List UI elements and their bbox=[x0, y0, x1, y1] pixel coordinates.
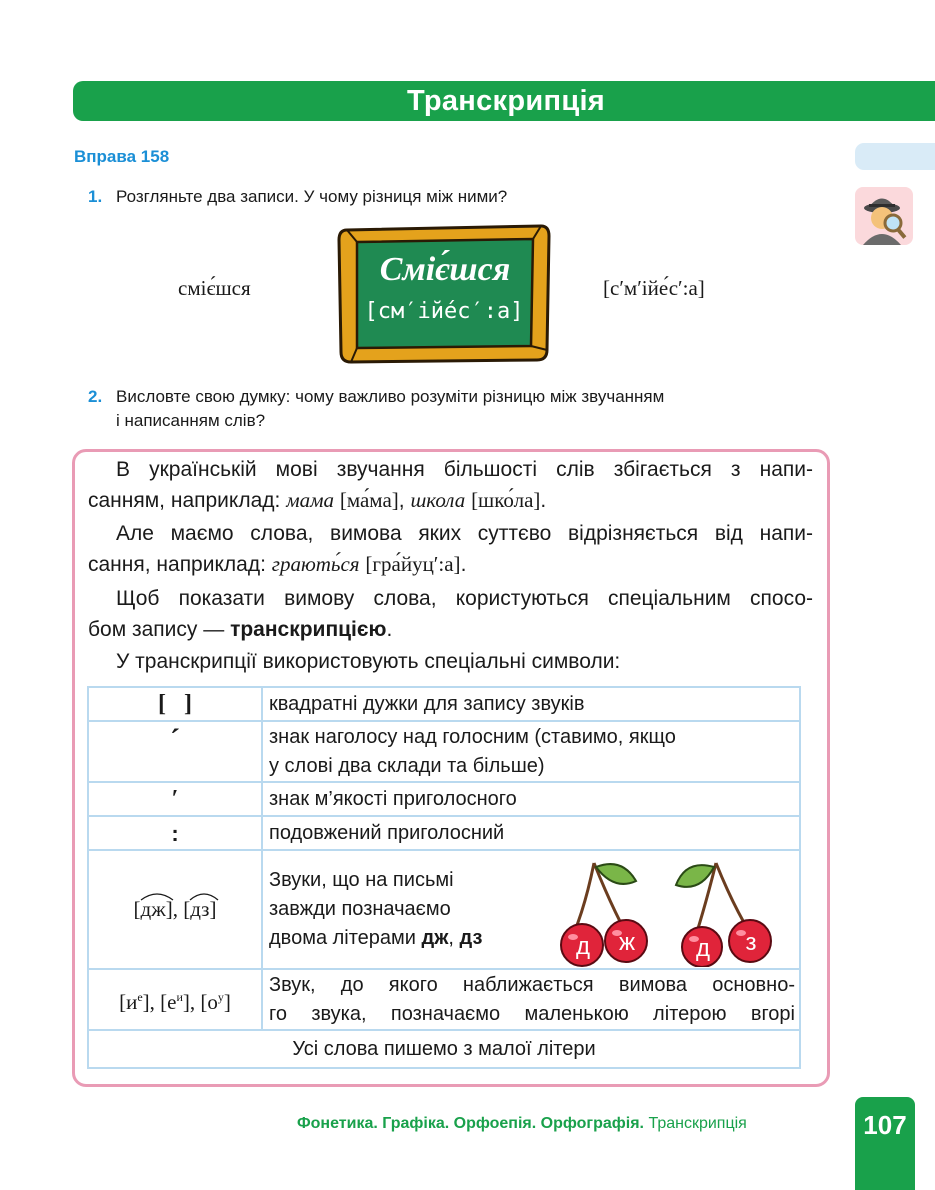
chalkboard bbox=[335, 222, 553, 366]
affricate-dz: дз bbox=[190, 897, 210, 921]
affricate-dzh: дж bbox=[140, 897, 166, 921]
symbol-cell: $[и^е]$, $[е^и]$, $[о^у]$ bbox=[88, 969, 262, 1030]
description-line: завжди позначаємо bbox=[269, 898, 451, 920]
rule-paragraph-1: В українській мові звучання більшості слів збігається з напи- санням, наприклад: мама [ма́ма], школа [шко́ла]. bbox=[88, 458, 813, 512]
exercise-label: Вправа 158 bbox=[74, 147, 170, 166]
rule-text: санням, наприклад: bbox=[88, 489, 287, 512]
table-row bbox=[88, 1030, 800, 1068]
symbol-cell: [ дж], [ дз] bbox=[88, 850, 262, 969]
symbol-cell: [ ] bbox=[88, 687, 262, 721]
rule-paragraph-2: Але маємо слова, вимова яких суттєво відрізняється від напи- сання, наприклад: грають́ся [гра́йуц′:а]. bbox=[88, 522, 813, 576]
example-word: грають́ся bbox=[271, 552, 360, 576]
example-transcription: [ма́ма] bbox=[339, 488, 399, 512]
title-bar bbox=[73, 81, 935, 121]
cherries-illustration bbox=[556, 853, 784, 967]
table-row bbox=[88, 782, 800, 816]
table-footer-note: Усі слова пишемо з малої літери bbox=[88, 1030, 800, 1068]
page-title: Транскрипція bbox=[406, 85, 606, 117]
rule-text: В українській мові звучання більшості слів збігається з напи- bbox=[116, 458, 813, 481]
symbol-cell: ′ bbox=[88, 782, 262, 816]
rule-text: У транскрипції використовують спеціальні символи: bbox=[116, 650, 621, 673]
rule-text: бом запису — bbox=[88, 618, 231, 641]
description-cell bbox=[262, 721, 800, 782]
example-transcription: [шко́ла] bbox=[471, 488, 541, 512]
page-footer bbox=[297, 1115, 747, 1133]
cherry-letter: д bbox=[575, 933, 591, 960]
letters-bold: дж bbox=[421, 927, 449, 949]
symbol-cell: : bbox=[88, 816, 262, 850]
rule-text: Але маємо слова, вимова яких суттєво відрізняється від напи- bbox=[116, 522, 813, 545]
example-transcription: [гра́йуц′:а] bbox=[365, 552, 461, 576]
detective-icon bbox=[855, 187, 913, 245]
symbol-cell: ´ bbox=[88, 721, 262, 782]
transcription-word: [с′м′ійе́с′:а] bbox=[603, 276, 705, 300]
board-transcription: [см′ійе́с′:а] bbox=[364, 299, 524, 324]
table-row bbox=[88, 816, 800, 850]
footer-section: Фонетика. Графіка. Орфоепія. Орфографія. bbox=[297, 1115, 644, 1132]
description-line: го звука, позначаємо маленькою літерою вгорі bbox=[269, 1002, 795, 1025]
question-text: Розгляньте два записи. У чому різниця між ними? bbox=[116, 187, 508, 206]
description-line: знак наголосу над голосним (ставимо, якщо bbox=[269, 725, 676, 748]
question-number: 2. bbox=[88, 387, 103, 406]
cherry-letter: з bbox=[745, 929, 757, 956]
question-text-line-1: Висловте свою думку: чому важливо розуміти різницю між звучанням bbox=[116, 387, 665, 406]
table-row bbox=[88, 687, 800, 721]
table-row bbox=[88, 721, 800, 782]
description-cell: знак м’якості приголосного bbox=[262, 782, 800, 816]
page-number-tab bbox=[855, 1097, 915, 1190]
rule-paragraph-3: Щоб показати вимову слова, користуються спеціальним спосо- бом запису — транскрипцією. bbox=[88, 587, 813, 641]
description-cell: Звуки, що на письмі завжди позначаємо двома літерами дж, дз д ж д з bbox=[262, 850, 800, 969]
example-word: школа bbox=[410, 488, 466, 512]
example-word: мама bbox=[286, 488, 334, 512]
letters-bold: дз bbox=[459, 927, 483, 949]
description-line: у слові два склади та більше) bbox=[269, 754, 545, 777]
question-2 bbox=[88, 385, 833, 435]
written-word: сміє́шся bbox=[178, 276, 251, 300]
page-number: 107 bbox=[863, 1110, 907, 1140]
symbols-table bbox=[87, 686, 801, 1069]
description-line: Звук, до якого наближається вимова основно- bbox=[269, 973, 795, 996]
question-number: 1. bbox=[88, 187, 103, 206]
description-line: Звуки, що на письмі bbox=[269, 869, 454, 891]
description-cell: квадратні дужки для запису звуків bbox=[262, 687, 800, 721]
board-word: Сміє́шся bbox=[379, 251, 511, 288]
side-tab bbox=[855, 143, 935, 170]
rule-paragraph-4 bbox=[88, 646, 813, 677]
table-row bbox=[88, 969, 800, 1030]
question-text-line-2: і написанням слів? bbox=[116, 411, 266, 430]
description-line: двома літерами bbox=[269, 927, 422, 949]
rule-text: сання, наприклад: bbox=[88, 553, 272, 576]
footer-topic: Транскрипція bbox=[648, 1115, 747, 1132]
description-cell bbox=[262, 969, 800, 1030]
table-row bbox=[88, 850, 800, 969]
cherry-letter: д bbox=[695, 935, 711, 962]
description-cell: подовжений приголосний bbox=[262, 816, 800, 850]
cherry-letter: ж bbox=[618, 929, 636, 956]
term-bold: транскрипцією bbox=[230, 618, 387, 641]
rule-text: Щоб показати вимову слова, користуються спеціальним спосо- bbox=[116, 587, 813, 610]
